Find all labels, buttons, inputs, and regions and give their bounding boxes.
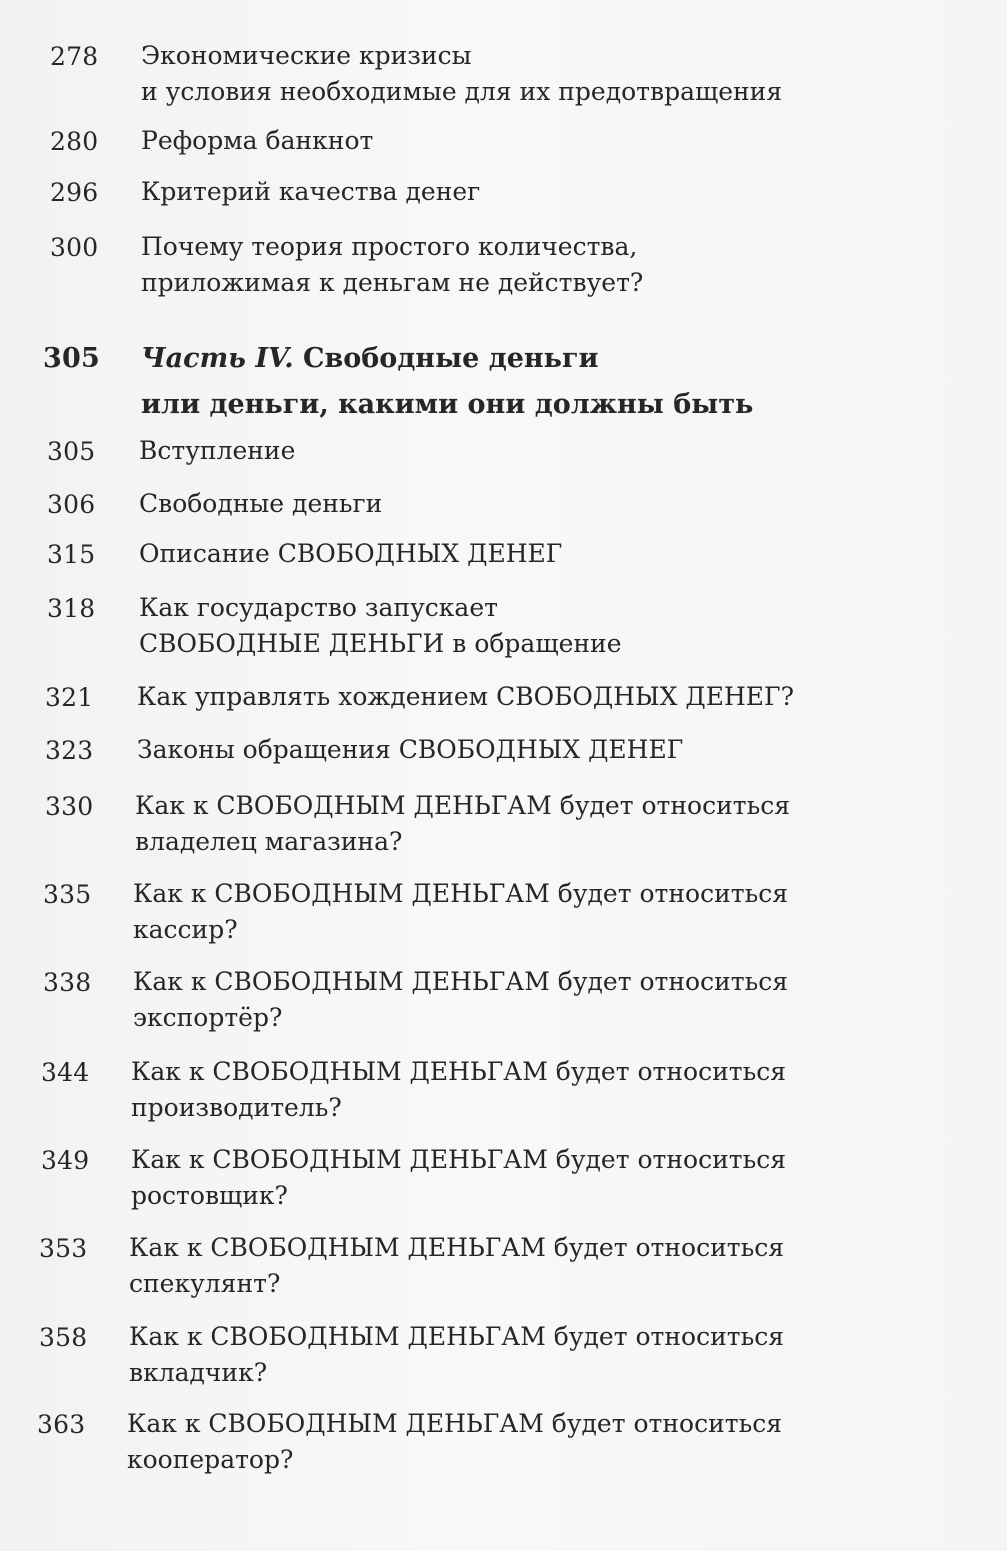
- entry-title-line: Как к СВОБОДНЫМ ДЕНЬГАМ будет относиться: [133, 879, 788, 908]
- entry-title: [141, 38, 782, 110]
- entry-title-line: ростовщик?: [131, 1181, 288, 1210]
- part-title-text: Свободные деньги: [293, 343, 599, 374]
- page-number: 321: [45, 683, 94, 712]
- page-number: 344: [41, 1058, 90, 1087]
- entry-title-line: Законы обращения СВОБОДНЫХ ДЕНЕГ: [137, 735, 684, 764]
- entry-title: [133, 876, 788, 948]
- entry-title-line: Как к СВОБОДНЫМ ДЕНЬГАМ будет относиться: [131, 1057, 786, 1086]
- entry-title-line: Реформа банкнот: [141, 126, 374, 155]
- entry-title: [139, 433, 295, 469]
- entry-title-line: кассир?: [133, 915, 238, 944]
- entry-title-line: приложимая к деньгам не действует?: [141, 268, 644, 297]
- entry-title: [141, 229, 643, 301]
- entry-title-line: Как к СВОБОДНЫМ ДЕНЬГАМ будет относиться: [133, 967, 788, 996]
- entry-title-line: Описание СВОБОДНЫХ ДЕНЕГ: [139, 539, 563, 568]
- part-label: Часть IV.: [141, 343, 294, 374]
- part-title-line: или деньги, какими они должны быть: [141, 389, 754, 420]
- page-number: 305: [43, 343, 100, 374]
- page-number: 330: [45, 792, 94, 821]
- page-number: 306: [47, 490, 96, 519]
- page-number: 305: [47, 437, 96, 466]
- entry-title: [127, 1406, 782, 1478]
- entry-title: [129, 1319, 784, 1391]
- entry-title: [131, 1142, 786, 1214]
- entry-title-line: Свободные деньги: [139, 489, 383, 518]
- page-number: 318: [47, 594, 96, 623]
- entry-title-line: вкладчик?: [129, 1358, 268, 1387]
- entry-title-line: Как к СВОБОДНЫМ ДЕНЬГАМ будет относиться: [129, 1322, 784, 1351]
- entry-title: [133, 964, 788, 1036]
- entry-title-line: кооператор?: [127, 1445, 294, 1474]
- entry-title: [129, 1230, 784, 1302]
- entry-title: [139, 486, 382, 522]
- entry-title: [141, 174, 480, 210]
- entry-title-line: Как к СВОБОДНЫМ ДЕНЬГАМ будет относиться: [127, 1409, 782, 1438]
- entry-title-line: Как управлять хождением СВОБОДНЫХ ДЕНЕГ?: [137, 682, 794, 711]
- entry-title: [137, 732, 683, 768]
- entry-title-line: производитель?: [131, 1093, 342, 1122]
- entry-title-line: СВОБОДНЫЕ ДЕНЬГИ в обращение: [139, 629, 622, 658]
- entry-title-line: Экономические кризисы: [141, 41, 472, 70]
- entry-title: [135, 788, 790, 860]
- page-number: 296: [50, 178, 99, 207]
- page-number: 278: [50, 42, 99, 71]
- page-number: 353: [39, 1234, 88, 1263]
- entry-title-line: Вступление: [139, 436, 296, 465]
- page-number: 358: [39, 1323, 88, 1352]
- page-number: 280: [50, 127, 99, 156]
- page-number: 349: [41, 1146, 90, 1175]
- part-title: [141, 336, 753, 428]
- page-number: 363: [37, 1410, 86, 1439]
- entry-title-line: экспортёр?: [133, 1003, 283, 1032]
- entry-title-line: спекулянт?: [129, 1269, 281, 1298]
- entry-title-line: Как к СВОБОДНЫМ ДЕНЬГАМ будет относиться: [129, 1233, 784, 1262]
- part-title-line: [141, 336, 753, 382]
- entry-title-line: владелец магазина?: [135, 827, 403, 856]
- page-number: 323: [45, 736, 94, 765]
- entry-title: [139, 590, 622, 662]
- entry-title: [141, 123, 373, 159]
- page-number: 300: [50, 233, 99, 262]
- entry-title: [139, 536, 562, 572]
- entry-title-line: Критерий качества денег: [141, 177, 481, 206]
- entry-title-line: Как к СВОБОДНЫМ ДЕНЬГАМ будет относиться: [135, 791, 790, 820]
- page-number: 338: [43, 968, 92, 997]
- entry-title: [137, 679, 794, 715]
- page-number: 315: [47, 540, 96, 569]
- entry-title-line: Как государство запускает: [139, 593, 498, 622]
- entry-title-line: Как к СВОБОДНЫМ ДЕНЬГАМ будет относиться: [131, 1145, 786, 1174]
- entry-title-line: Почему теория простого количества,: [141, 232, 638, 261]
- entry-title: [131, 1054, 786, 1126]
- entry-title-line: и условия необходимые для их предотвращения: [141, 77, 783, 106]
- page-number: 335: [43, 880, 92, 909]
